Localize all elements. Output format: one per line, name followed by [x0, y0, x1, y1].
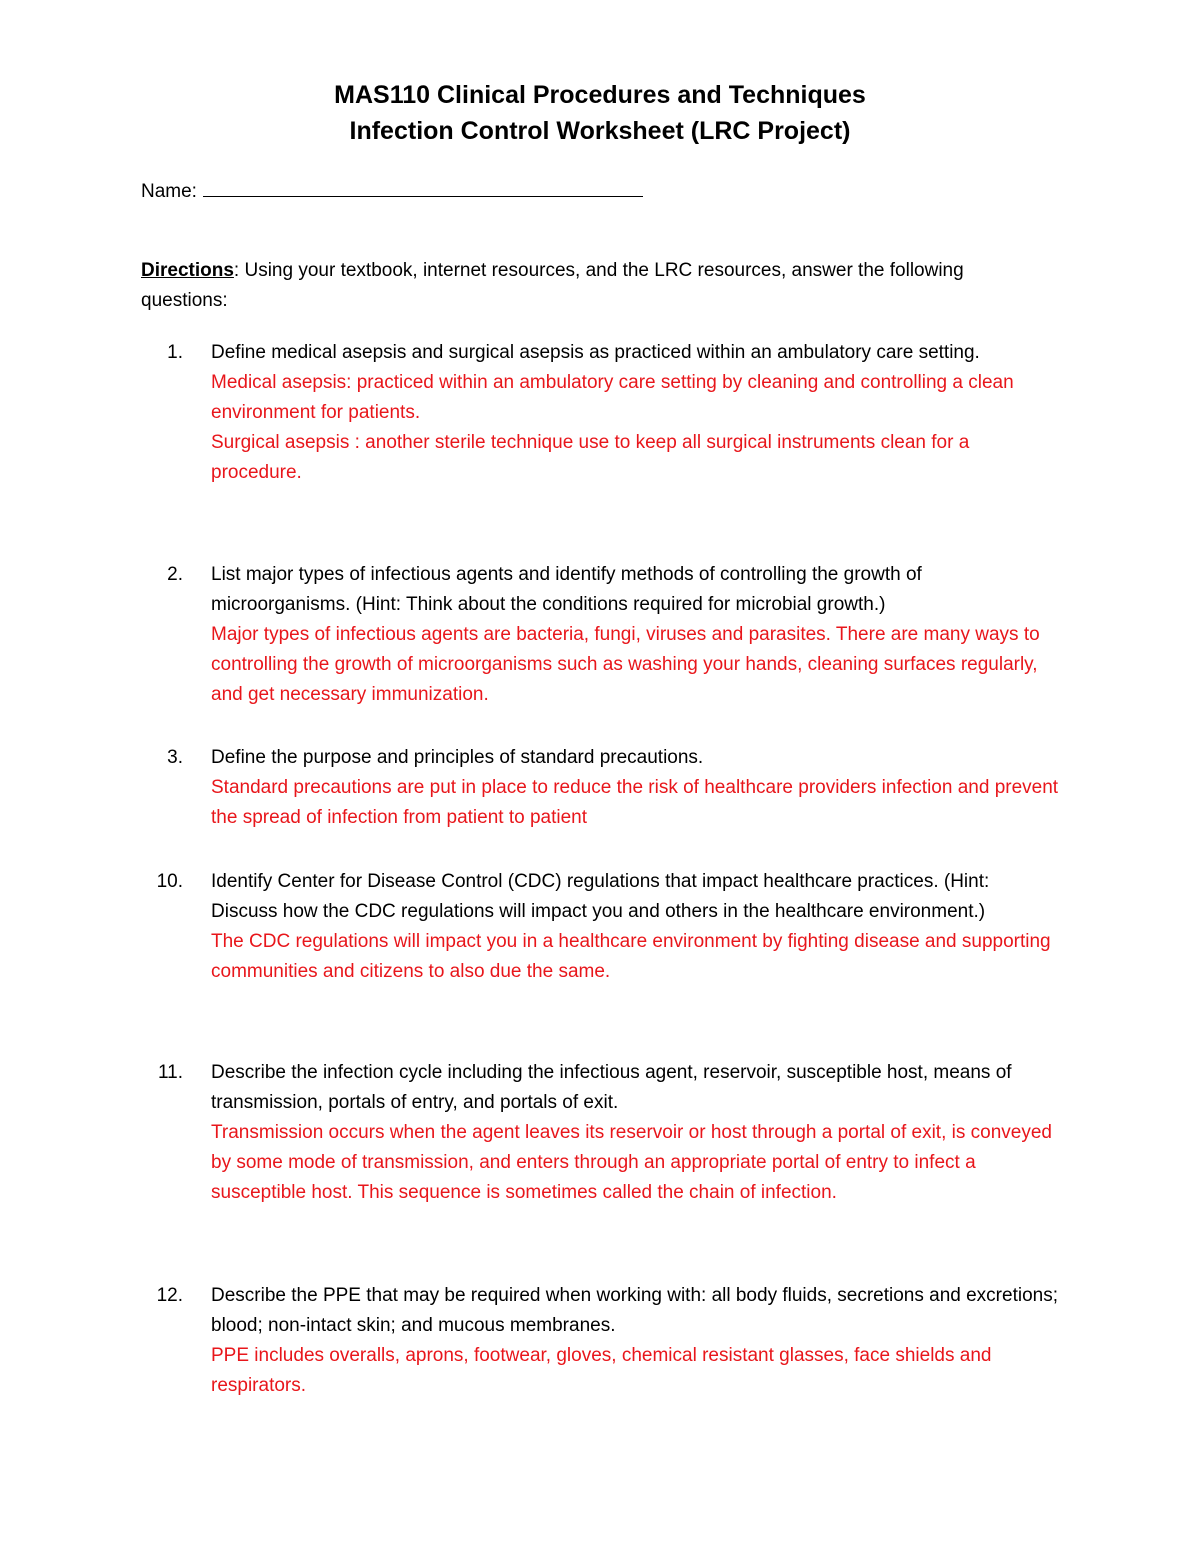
question-text: Describe the PPE that may be required when working with: all body fluids, secretions and excretions; blood; non-intact skin; and mucous membranes. — [211, 1285, 1058, 1336]
answer-text: Transmission occurs when the agent leaves its reservoir or host through a portal of exit, is conveyed by some mode of transmission, and enters through an appropriate portal of entry to infect a susceptible host. This sequence is sometimes called the chain of infection. — [211, 1122, 1052, 1203]
name-label: Name: — [141, 181, 197, 202]
course-title: MAS110 Clinical Procedures and Techniques — [334, 81, 866, 109]
question-text: List major types of infectious agents and identify methods of controlling the growth of microorganisms. (Hint: Think about the conditions required for microbial growth.) — [211, 564, 922, 615]
answer-text: The CDC regulations will impact you in a healthcare environment by fighting disease and supporting communities and citizens to also due the same. — [211, 931, 1051, 982]
answer-text: PPE includes overalls, aprons, footwear, gloves, chemical resistant glasses, face shields and respirators. — [211, 1345, 992, 1396]
question-item — [141, 1281, 1061, 1401]
question-item — [141, 338, 1061, 488]
question-text: Define medical asepsis and surgical asepsis as practiced within an ambulatory care setting. — [211, 342, 980, 363]
question-item — [141, 743, 1061, 833]
directions-label: Directions — [141, 260, 234, 281]
question-number: 12. — [156, 1285, 183, 1306]
answer-text: Surgical asepsis : another sterile technique use to keep all surgical instruments clean for a procedure. — [211, 432, 970, 483]
question-item — [141, 1058, 1061, 1208]
name-blank-line[interactable] — [203, 178, 643, 197]
question-text: Identify Center for Disease Control (CDC) regulations that impact healthcare practices. (Hint: Discuss how the CDC regulations will impact you and others in the healthcare environment.) — [211, 871, 990, 922]
directions — [141, 256, 1021, 316]
question-item — [141, 867, 1061, 987]
worksheet-title: Infection Control Worksheet (LRC Project) — [349, 117, 851, 145]
name-field-row — [141, 178, 643, 206]
question-number: 1. — [167, 342, 183, 363]
question-number: 10. — [156, 871, 183, 892]
directions-text: : Using your textbook, internet resources, and the LRC resources, answer the following questions: — [141, 260, 964, 311]
question-text: Describe the infection cycle including the infectious agent, reservoir, susceptible host, means of transmission, portals of entry, and portals of exit. — [211, 1062, 1012, 1113]
question-number: 3. — [167, 747, 183, 768]
question-text: Define the purpose and principles of standard precautions. — [211, 747, 704, 768]
answer-text: Major types of infectious agents are bacteria, fungi, viruses and parasites. There are many ways to controlling the growth of microorganisms such as washing your hands, cleaning surfaces regularly, and get necessary immunization. — [211, 624, 1040, 705]
question-number: 11. — [157, 1062, 183, 1083]
answer-text: Standard precautions are put in place to reduce the risk of healthcare providers infection and prevent the spread of infection from patient to patient — [211, 777, 1059, 828]
question-item — [141, 560, 1061, 710]
question-number: 2. — [167, 564, 183, 585]
answer-text: Medical asepsis: practiced within an ambulatory care setting by cleaning and controlling a clean environment for patients. — [211, 372, 1014, 423]
